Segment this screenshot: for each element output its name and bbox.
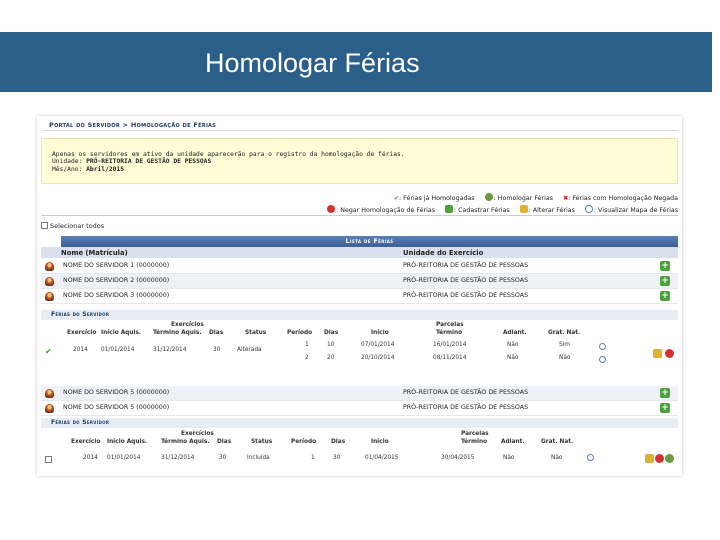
server-row[interactable]: NOME DO SERVIDOR 3 (0000000) PRÓ-REITORIA DE GESTÃO DE PESSOAS + (41, 289, 678, 304)
info-month: Mês/Ano: Abril/2015 (52, 165, 125, 173)
add-ferias-icon[interactable]: + (661, 261, 669, 271)
edit-icon[interactable] (653, 349, 662, 358)
view-map-icon[interactable] (587, 454, 594, 461)
view-map-icon[interactable] (599, 356, 606, 363)
homologate-icon[interactable] (665, 454, 674, 463)
col-name: Nome (Matrícula) (61, 249, 128, 257)
ferias-row[interactable]: 2014 01/01/2014 31/12/2014 30 Incluída 1 30 01/04/2015 30/04/2015 Não Não (41, 452, 678, 464)
user-icon (45, 277, 54, 286)
ferias-columns: Exercícios Parcelas Exercício Início Aquis. Término Aquis. Dias Status Período Dias Início Término Adiant. Grat. Nat. (67, 322, 581, 336)
breadcrumb: Portal do Servidor > Homologação de Férias (49, 121, 217, 129)
server-row[interactable]: NOME DO SERVIDOR 1 (0000000) PRÓ-REITORIA DE GESTÃO DE PESSOAS + (41, 259, 678, 274)
info-box (41, 138, 678, 184)
add-ferias-icon[interactable]: + (661, 403, 669, 413)
user-icon (45, 389, 54, 398)
deny-icon[interactable] (655, 454, 664, 463)
select-all[interactable]: Selecionar todos (41, 222, 104, 230)
edit-icon[interactable] (645, 454, 654, 463)
check-icon: ✔ (45, 347, 52, 356)
ferias-header: Férias do Servidor (41, 310, 678, 320)
add-icon (445, 205, 453, 213)
ferias-row[interactable]: ✔ 2014 01/01/2014 31/12/2014 30 Alterada 1 10 07/01/2014 16/01/2014 Não Sim 2 20 20/10/2014 08/11/2014 Não Não (41, 342, 678, 354)
ferias-columns: Exercícios Parcelas Exercício Início Aquis. Término Aquis. Dias Status Período Dias Início Término Adiant. Grat. Nat. (71, 431, 574, 445)
deny-icon[interactable] (665, 349, 674, 358)
info-text: Apenas os servidores em ativo da unidade aparecerão para o registro da homologação de férias. (52, 151, 405, 158)
user-icon (45, 262, 54, 271)
select-all-checkbox[interactable] (41, 222, 48, 229)
legend-divider (41, 215, 678, 216)
view-map-icon[interactable] (599, 343, 606, 350)
server-row[interactable]: NOME DO SERVIDOR 5 (0000000) PRÓ-REITORIA DE GESTÃO DE PESSOAS + (41, 401, 678, 416)
col-unit: Unidade do Exercício (403, 249, 484, 257)
table-caption: Lista de Férias (61, 236, 678, 247)
add-ferias-icon[interactable]: + (661, 291, 669, 301)
homologate-icon (485, 193, 493, 201)
sigrh-screenshot (37, 116, 682, 476)
ferias-header: Férias do Servidor (41, 418, 678, 428)
add-ferias-icon[interactable]: + (661, 388, 669, 398)
check-icon: ✔ (393, 195, 400, 202)
breadcrumb-divider (43, 130, 678, 131)
server-row[interactable]: NOME DO SERVIDOR 5 (0000000) PRÓ-REITORIA DE GESTÃO DE PESSOAS + (41, 386, 678, 401)
legend-row-2: : Negar Homologação de Férias : Cadastrar Férias : Alterar Férias : Visualizar Mapa de Férias (37, 205, 678, 214)
magnifier-icon (585, 205, 593, 213)
denied-icon: ✖ (563, 195, 569, 202)
deny-icon (327, 205, 335, 213)
info-unit: Unidade: PRÓ-REITORIA DE GESTÃO DE PESSOAS (52, 158, 212, 166)
slide-title: Homologar Férias (205, 48, 420, 78)
edit-icon (520, 205, 528, 213)
server-row[interactable]: NOME DO SERVIDOR 2 (0000000) PRÓ-REITORIA DE GESTÃO DE PESSOAS + (41, 274, 678, 289)
table-header (41, 247, 678, 258)
user-icon (45, 404, 54, 413)
add-ferias-icon[interactable]: + (661, 276, 669, 286)
user-icon (45, 292, 54, 301)
legend-row-1: ✔: Férias já Homologadas : Homologar Férias ✖: Férias com Homologação Negada (393, 195, 678, 202)
